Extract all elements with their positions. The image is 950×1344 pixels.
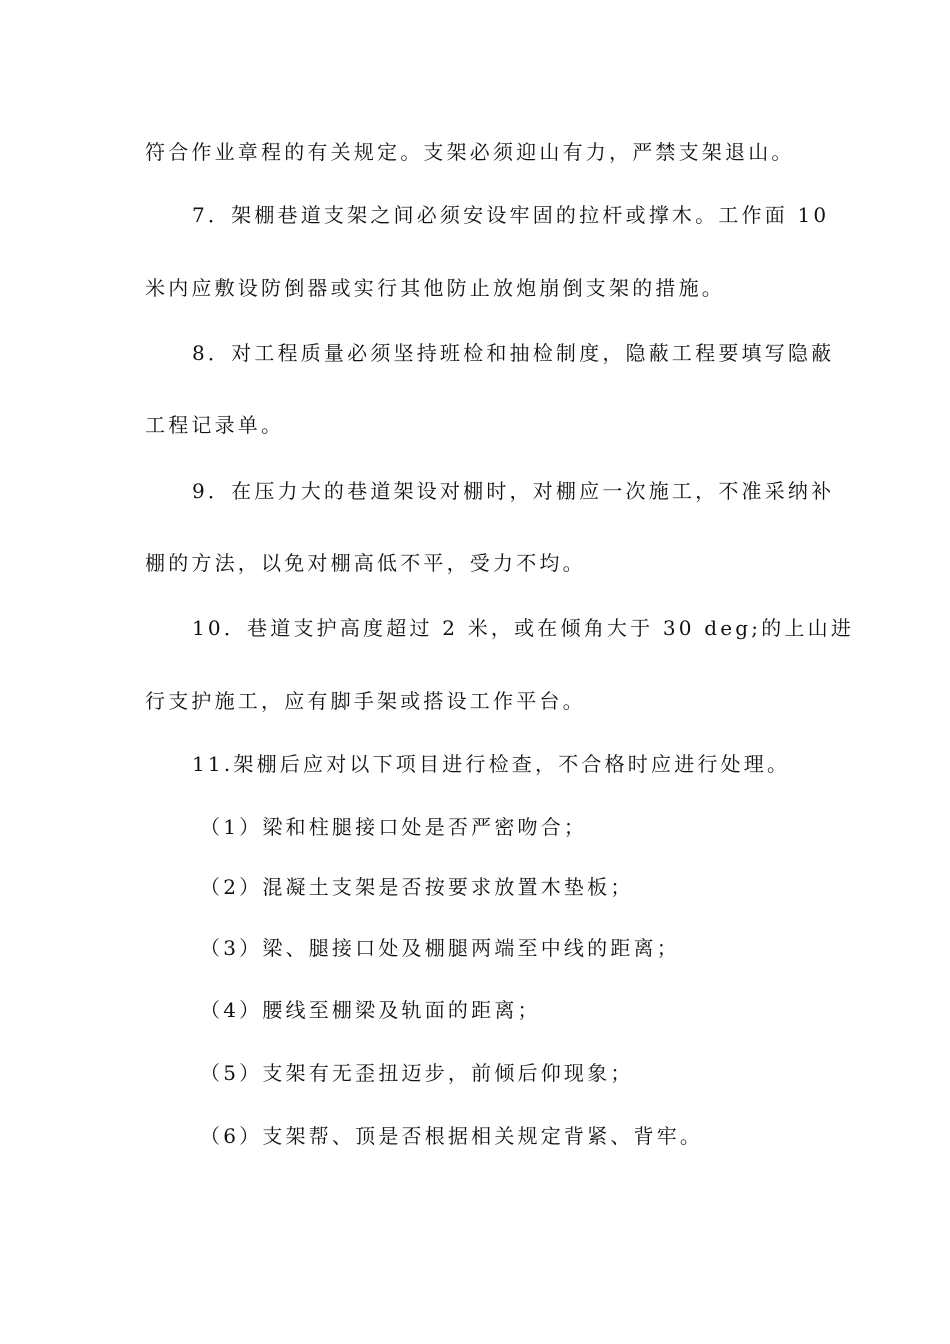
clause-8-line-2: 工程记录单。 xyxy=(145,413,285,437)
check-item-1: （1）梁和柱腿接口处是否严密吻合； xyxy=(200,815,588,839)
clause-7-line-1: 7．架棚巷道支架之间必须安设牢固的拉杆或撑木。工作面 10 xyxy=(192,203,830,227)
check-item-5: （5）支架有无歪扭迈步，前倾后仰现象； xyxy=(200,1061,634,1085)
check-item-3: （3）梁、腿接口处及棚腿两端至中线的距离； xyxy=(200,936,680,960)
clause-9-line-2: 棚的方法，以免对棚高低不平，受力不均。 xyxy=(145,551,586,575)
check-item-4: （4）腰线至棚梁及轨面的距离； xyxy=(200,998,541,1022)
text-line-continuation: 符合作业章程的有关规定。支架必须迎山有力，严禁支架退山。 xyxy=(145,140,795,164)
clause-10-line-1: 10．巷道支护高度超过 2 米，或在倾角大于 30 deg;的上山进 xyxy=(192,616,855,640)
check-item-6: （6）支架帮、顶是否根据相关规定背紧、背牢。 xyxy=(200,1124,704,1148)
clause-7-line-2: 米内应敷设防倒器或实行其他防止放炮崩倒支架的措施。 xyxy=(145,276,725,300)
clause-8-line-1: 8．对工程质量必须坚持班检和抽检制度，隐蔽工程要填写隐蔽 xyxy=(192,341,835,365)
check-item-2: （2）混凝土支架是否按要求放置木垫板； xyxy=(200,875,634,899)
clause-9-line-1: 9．在压力大的巷道架设对棚时，对棚应一次施工，不准采纳补 xyxy=(192,479,835,503)
clause-11-line-1: 11.架棚后应对以下项目进行检查，不合格时应进行处理。 xyxy=(192,752,791,776)
clause-10-line-2: 行支护施工，应有脚手架或搭设工作平台。 xyxy=(145,689,586,713)
